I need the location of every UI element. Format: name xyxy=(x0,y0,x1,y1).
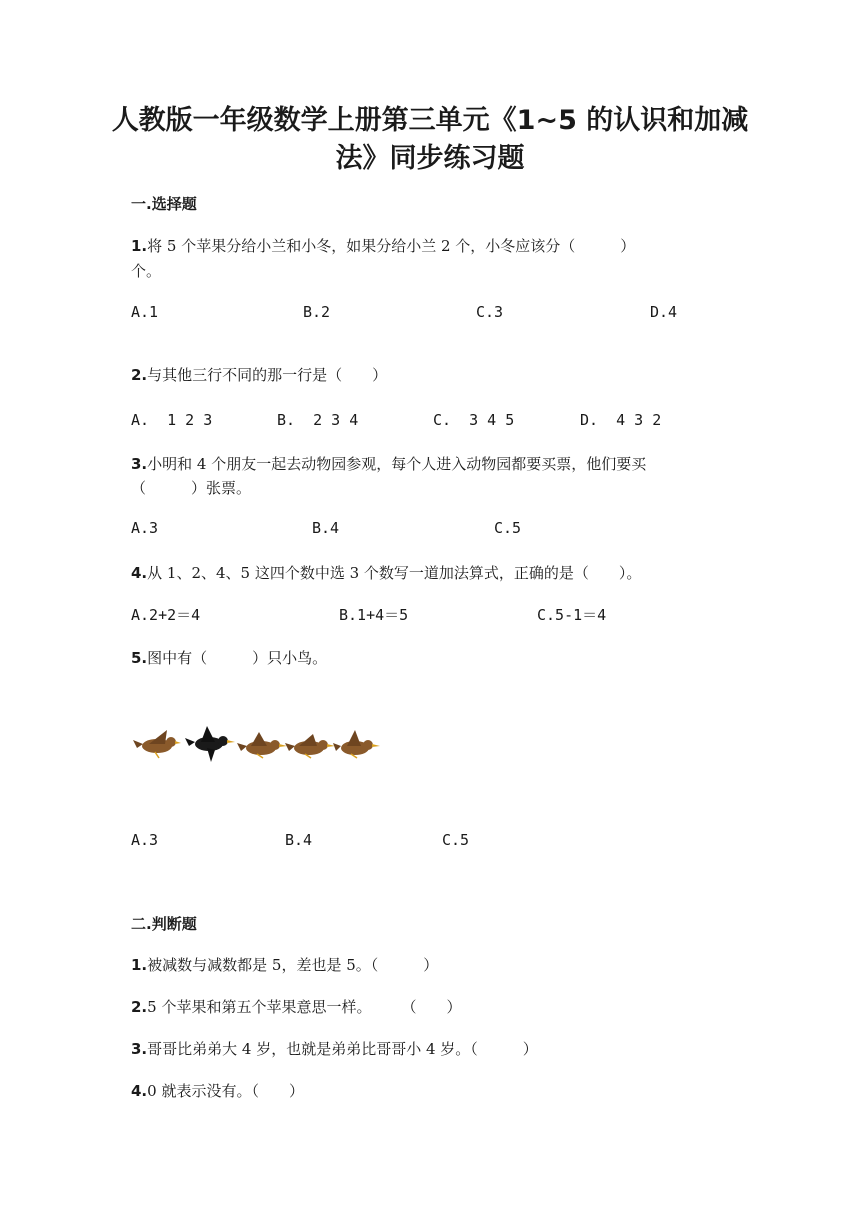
option-c[interactable]: C. 3 4 5 xyxy=(433,411,515,429)
bird-icon xyxy=(237,732,287,758)
question-text: 哥哥比弟弟大 4 岁，也就是弟弟比哥哥小 4 岁。（ ） xyxy=(147,1040,538,1058)
option-b[interactable]: B.4 xyxy=(285,831,313,849)
option-c[interactable]: C.3 xyxy=(476,303,504,321)
option-c[interactable]: C.5-1＝4 xyxy=(537,606,607,624)
option-a[interactable]: A.1 xyxy=(131,303,159,321)
bird-icon xyxy=(185,726,235,762)
section-heading-choice: 一.选择题 xyxy=(131,195,197,213)
section-heading-judgement: 二.判断题 xyxy=(131,915,197,933)
option-a[interactable]: A.3 xyxy=(131,831,159,849)
question-number: 4. xyxy=(131,1082,148,1100)
option-b[interactable]: B.1+4＝5 xyxy=(339,606,409,624)
judgement-question-3 xyxy=(131,1036,538,1062)
question-number: 1. xyxy=(131,956,148,974)
question-3 xyxy=(131,451,646,477)
bird-icon xyxy=(133,730,181,758)
question-text: 从 1、2、4、5 这四个数中选 3 个数写一道加法算式，正确的是（ ）。 xyxy=(147,564,642,582)
question-text: 0 就表示没有。（ ） xyxy=(147,1082,304,1100)
judgement-question-4 xyxy=(131,1078,304,1104)
judgement-question-2 xyxy=(131,994,461,1020)
option-c[interactable]: C.5 xyxy=(494,519,522,537)
question-text: 图中有（ ）只小鸟。 xyxy=(147,649,328,667)
question-text: 将 5 个苹果分给小兰和小冬，如果分给小兰 2 个，小冬应该分（ ） xyxy=(147,237,636,255)
option-b[interactable]: B. 2 3 4 xyxy=(277,411,359,429)
option-b[interactable]: B.4 xyxy=(312,519,340,537)
option-d[interactable]: D.4 xyxy=(650,303,678,321)
judgement-question-1 xyxy=(131,952,438,978)
option-b[interactable]: B.2 xyxy=(303,303,331,321)
question-1-continued: 个。 xyxy=(131,262,162,280)
page-title-line-1: 人教版一年级数学上册第三单元《1~5 的认识和加减 xyxy=(111,105,749,136)
question-number: 3. xyxy=(131,1040,148,1058)
option-d[interactable]: D. 4 3 2 xyxy=(580,411,662,429)
question-5 xyxy=(131,645,327,671)
question-text: 小明和 4 个朋友一起去动物园参观，每个人进入动物园都要买票，他们要买 xyxy=(147,455,647,473)
question-text: 5 个苹果和第五个苹果意思一样。 （ ） xyxy=(147,998,462,1016)
question-number: 3. xyxy=(131,455,148,473)
question-1 xyxy=(131,233,635,259)
option-a[interactable]: A. 1 2 3 xyxy=(131,411,213,429)
question-number: 2. xyxy=(131,998,148,1016)
question-text: 被减数与减数都是 5，差也是 5。（ ） xyxy=(147,956,439,974)
question-2 xyxy=(131,362,387,388)
question-number: 4. xyxy=(131,564,148,582)
bird-icon xyxy=(333,730,380,758)
question-number: 1. xyxy=(131,237,148,255)
question-4 xyxy=(131,560,641,586)
question-number: 2. xyxy=(131,366,148,384)
page-title-line-2: 法》同步练习题 xyxy=(335,143,525,174)
option-c[interactable]: C.5 xyxy=(442,831,470,849)
question-3-continued: （ ）张票。 xyxy=(131,479,252,497)
question-number: 5. xyxy=(131,649,148,667)
option-a[interactable]: A.3 xyxy=(131,519,159,537)
option-a[interactable]: A.2+2＝4 xyxy=(131,606,201,624)
bird-icon xyxy=(285,734,335,758)
birds-illustration xyxy=(133,720,385,768)
question-text: 与其他三行不同的那一行是（ ） xyxy=(147,366,388,384)
